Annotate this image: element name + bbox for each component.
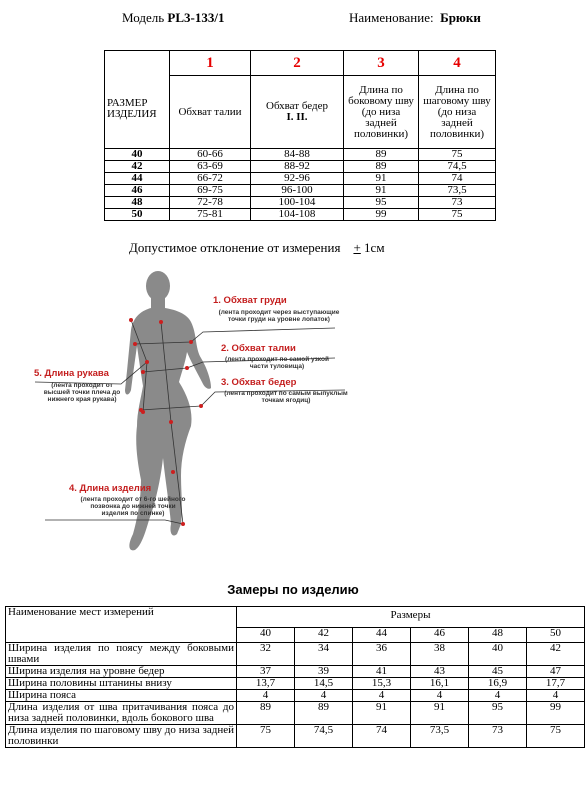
measurement-name: Длина изделия от шва притачивания пояса до низа задней половинки, вдоль бокового шва [6,702,237,725]
measurement-value: 4 [353,690,411,702]
measurement-value: 4 [469,690,527,702]
measurement-value: 95 [469,702,527,725]
size-row [105,185,496,197]
measurement-name: Ширина изделия на уровне бедер [6,666,237,678]
measurement-value: 41 [353,666,411,678]
size-header: РАЗМЕР ИЗДЕЛИЯ [105,51,170,149]
chest-label: 1. Обхват груди [213,295,287,306]
measurement-name: Длина изделия по шаговому шву до низа задней половинки [6,725,237,748]
measurement-value: 89 [295,702,353,725]
document-header [0,10,586,28]
measurement-name: Ширина половины штанины внизу [6,678,237,690]
product-length-label: 4. Длина изделия [69,483,152,494]
hips-cell: 104-108 [251,209,344,221]
model-value: PL3-133/1 [167,10,225,25]
size-column-header: 50 [527,628,585,643]
size-row [105,161,496,173]
size-column-header: 40 [237,628,295,643]
measurement-value: 36 [353,643,411,666]
measurement-value: 32 [237,643,295,666]
inseam-length-cell: 75 [419,149,496,161]
measurement-value: 39 [295,666,353,678]
name-label: Наименование: [349,10,434,25]
measurement-value: 4 [411,690,469,702]
column-number-1: 1 [170,51,251,76]
size-cell: 42 [105,161,170,173]
product-measurements-table [5,606,585,748]
body-silhouette-graphic [25,262,365,562]
sleeve-length-label: 5. Длина рукава [34,368,109,379]
measurement-value: 75 [527,725,585,748]
measurement-row [6,702,585,725]
measurement-value: 89 [237,702,295,725]
measurement-row [6,678,585,690]
size-cell: 40 [105,149,170,161]
hips-label: 3. Обхват бедер [221,377,297,388]
measurement-value: 45 [469,666,527,678]
measurement-value: 73,5 [411,725,469,748]
waist-cell: 69-75 [170,185,251,197]
measurement-value: 91 [353,702,411,725]
column-header-hips [251,76,344,149]
sleeve-length-note: (лента проходит от высшей точки плеча до нижнего края рукава) [43,382,121,403]
size-chart-table [104,50,496,221]
column-header-hips-suffix: I. II. [286,111,308,123]
product-length-note: (лента проходит от 6-го шейного позвонка до нижней точки изделия по спинке) [80,496,186,517]
hips-note: (лента проходит по самым выпуклым точкам ягодиц) [224,390,348,404]
measurement-name: Ширина изделия по поясу между боковыми швами [6,643,237,666]
measurement-value: 43 [411,666,469,678]
side-length-cell: 91 [344,185,419,197]
size-column-header: 46 [411,628,469,643]
column-header-waist: Обхват талии [170,76,251,149]
waist-cell: 72-78 [170,197,251,209]
waist-cell: 63-69 [170,161,251,173]
inseam-length-cell: 73,5 [419,185,496,197]
size-cell: 44 [105,173,170,185]
chest-leader [191,328,335,342]
size-row [105,209,496,221]
model-label: Модель [122,10,165,25]
measurement-value: 99 [527,702,585,725]
size-column-header: 48 [469,628,527,643]
measurement-value: 74,5 [295,725,353,748]
inseam-length-cell: 74,5 [419,161,496,173]
tolerance-text: Допустимое отклонение от измерения [129,240,341,255]
size-cell: 50 [105,209,170,221]
size-cell: 48 [105,197,170,209]
measurement-value: 16,9 [469,678,527,690]
measurement-value: 13,7 [237,678,295,690]
measurement-value: 4 [237,690,295,702]
sizes-header: Размеры [237,607,585,628]
side-length-cell: 91 [344,173,419,185]
measurement-value: 37 [237,666,295,678]
waist-note: (лента проходит по самой узкой части туловища) [225,356,329,370]
measurement-value: 75 [237,725,295,748]
hips-cell: 92-96 [251,173,344,185]
inseam-length-cell: 74 [419,173,496,185]
measurement-value: 40 [469,643,527,666]
measurement-value: 73 [469,725,527,748]
measurement-value: 4 [527,690,585,702]
measurement-value: 91 [411,702,469,725]
size-row [105,149,496,161]
column-header-inseam: Длина по шаговому шву (до низа задней половинки) [419,76,496,149]
size-row [105,197,496,209]
measurement-value: 17,7 [527,678,585,690]
waist-cell: 75-81 [170,209,251,221]
name-value: Брюки [440,10,481,25]
hips-cell: 88-92 [251,161,344,173]
size-column-header: 44 [353,628,411,643]
measurement-value: 42 [527,643,585,666]
side-length-cell: 89 [344,149,419,161]
chest-note: (лента проходит через выступающие точки груди на уровне лопаток) [218,309,340,323]
measurement-row [6,725,585,748]
model-line [122,10,224,26]
side-length-cell: 89 [344,161,419,173]
measurement-value: 15,3 [353,678,411,690]
measurement-row [6,643,585,666]
measurement-name: Ширина пояса [6,690,237,702]
hips-cell: 96-100 [251,185,344,197]
tolerance-value: 1см [364,240,385,255]
column-header-side: Длина по боковому шву (до низа задней половинки) [344,76,419,149]
place-name-header: Наименование мест измерений [6,607,237,643]
measurement-value: 38 [411,643,469,666]
measurement-value: 14,5 [295,678,353,690]
measurement-row [6,690,585,702]
size-chart-body [105,149,496,221]
hips-cell: 100-104 [251,197,344,209]
size-row [105,173,496,185]
product-name-line [349,10,481,26]
side-length-cell: 95 [344,197,419,209]
waist-label: 2. Обхват талии [221,343,296,354]
tolerance-plus: + [353,240,361,255]
product-measurements-title: Замеры по изделию [227,582,359,597]
measurement-value: 16,1 [411,678,469,690]
size-chart-number-row [105,51,496,76]
measurement-row [6,666,585,678]
inseam-length-cell: 73 [419,197,496,209]
waist-cell: 66-72 [170,173,251,185]
length-leader [45,520,183,524]
measurement-value: 47 [527,666,585,678]
size-column-header: 42 [295,628,353,643]
waist-cell: 60-66 [170,149,251,161]
measurement-value: 34 [295,643,353,666]
column-number-4: 4 [419,51,496,76]
column-number-3: 3 [344,51,419,76]
inseam-length-cell: 75 [419,209,496,221]
size-cell: 46 [105,185,170,197]
column-header-hips-label: Обхват бедер [266,100,328,112]
column-number-2: 2 [251,51,344,76]
tolerance-note [129,240,385,256]
hips-cell: 84-88 [251,149,344,161]
measurement-value: 4 [295,690,353,702]
measurement-figure [25,262,365,562]
product-header-row [6,607,585,628]
side-length-cell: 99 [344,209,419,221]
product-measurements-body [6,643,585,748]
measurement-value: 74 [353,725,411,748]
